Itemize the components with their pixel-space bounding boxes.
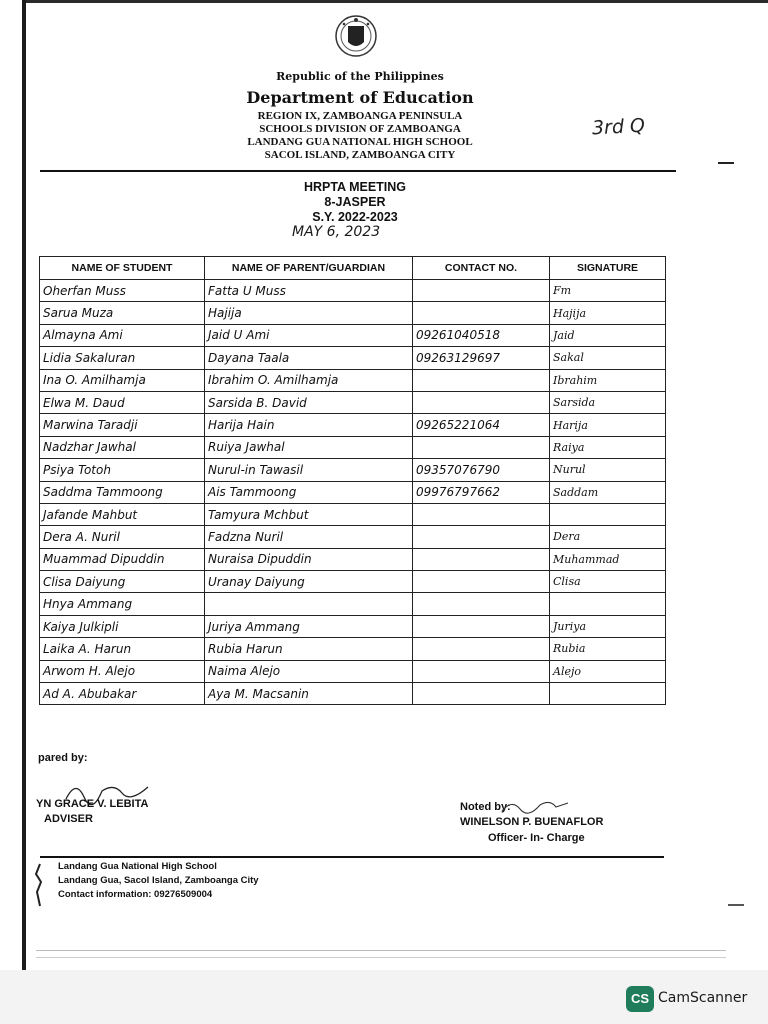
margin-mark — [718, 162, 734, 164]
deped-seal-icon — [334, 12, 378, 62]
table-header-row — [40, 257, 666, 280]
contact-cell — [413, 683, 550, 705]
contact-cell — [413, 638, 550, 660]
signature-cell: Sakal — [550, 347, 666, 369]
student-cell: Marwina Taradji — [40, 414, 205, 436]
student-cell: Clisa Daiyung — [40, 571, 205, 593]
signature-cell: Hajija — [550, 302, 666, 324]
prepared-by-label: pared by: — [38, 752, 88, 764]
contact-cell — [413, 280, 550, 302]
table-row — [40, 436, 666, 458]
meeting-section: 8-JASPER — [324, 195, 386, 209]
header-divider — [40, 170, 676, 172]
page-edge-left — [22, 0, 26, 970]
parent-cell: Hajija — [205, 302, 413, 324]
table-row — [40, 481, 666, 503]
parent-cell: Ibrahim O. Amilhamja — [205, 369, 413, 391]
parent-cell: Sarsida B. David — [205, 391, 413, 413]
contact-cell — [413, 436, 550, 458]
parent-cell — [205, 593, 413, 615]
student-cell: Saddma Tammoong — [40, 481, 205, 503]
student-cell: Kaiya Julkipli — [40, 615, 205, 637]
signature-cell: Muhammad — [550, 548, 666, 570]
oic-name: WINELSON P. BUENAFLOR — [460, 816, 604, 828]
parent-cell: Nuraisa Dipuddin — [205, 548, 413, 570]
footer-school: Landang Gua National High School — [58, 861, 217, 872]
header-student: NAME OF STUDENT — [40, 257, 205, 280]
noted-by-label: Noted by: — [460, 801, 511, 813]
meeting-date: MAY 6, 2023 — [292, 224, 381, 240]
footer-divider — [40, 856, 664, 858]
signature-cell: Alejo — [550, 660, 666, 682]
parent-cell: Ruiya Jawhal — [205, 436, 413, 458]
parent-cell: Juriya Ammang — [205, 615, 413, 637]
camscanner-label: CamScanner — [658, 990, 748, 1006]
parent-cell: Uranay Daiyung — [205, 571, 413, 593]
student-cell: Sarua Muza — [40, 302, 205, 324]
student-cell: Ina O. Amilhamja — [40, 369, 205, 391]
student-cell: Elwa M. Daud — [40, 391, 205, 413]
table-row — [40, 615, 666, 637]
location-line: SACOL ISLAND, ZAMBOANGA CITY — [264, 149, 456, 161]
parent-cell: Jaid U Ami — [205, 324, 413, 346]
signature-cell: Ibrahim — [550, 369, 666, 391]
attendance-table — [39, 256, 666, 705]
contact-cell — [413, 593, 550, 615]
table-row — [40, 391, 666, 413]
signature-cell: Saddam — [550, 481, 666, 503]
parent-cell: Rubia Harun — [205, 638, 413, 660]
signature-cell: Nurul — [550, 459, 666, 481]
signature-cell: Dera — [550, 526, 666, 548]
student-cell: Oherfan Muss — [40, 280, 205, 302]
signature-cell: Jaid — [550, 324, 666, 346]
quarter-note: 3rd Q — [591, 114, 646, 140]
table-row — [40, 638, 666, 660]
table-row — [40, 503, 666, 525]
contact-cell — [413, 526, 550, 548]
page-edge-top — [26, 0, 768, 3]
oic-role: Officer- In- Charge — [488, 832, 585, 844]
parent-cell: Fatta U Muss — [205, 280, 413, 302]
table-row — [40, 414, 666, 436]
signature-cell: Juriya — [550, 615, 666, 637]
table-row — [40, 526, 666, 548]
meeting-school-year: S.Y. 2022-2023 — [312, 210, 398, 224]
table-row — [40, 683, 666, 705]
scan-line — [36, 950, 726, 951]
student-cell: Ad A. Abubakar — [40, 683, 205, 705]
student-cell: Arwom H. Alejo — [40, 660, 205, 682]
footer-contact: Contact information: 09276509004 — [58, 889, 213, 900]
signature-cell: Clisa — [550, 571, 666, 593]
margin-mark-bottom — [728, 904, 744, 906]
parent-cell: Tamyura Mchbut — [205, 503, 413, 525]
contact-cell — [413, 548, 550, 570]
table-row — [40, 302, 666, 324]
school-line: LANDANG GUA NATIONAL HIGH SCHOOL — [247, 136, 473, 148]
parent-cell: Dayana Taala — [205, 347, 413, 369]
department-heading: Department of Education — [246, 88, 474, 107]
table-row — [40, 324, 666, 346]
table-row — [40, 571, 666, 593]
student-cell: Muammad Dipuddin — [40, 548, 205, 570]
division-line: SCHOOLS DIVISION OF ZAMBOANGA — [259, 123, 461, 135]
header-signature: SIGNATURE — [550, 257, 666, 280]
camscanner-logo-icon: CS — [626, 986, 654, 1012]
header-contact: CONTACT NO. — [413, 257, 550, 280]
contact-cell — [413, 660, 550, 682]
contact-cell: 09263129697 — [413, 347, 550, 369]
contact-cell — [413, 615, 550, 637]
student-cell: Laika A. Harun — [40, 638, 205, 660]
adviser-name: YN GRACE V. LEBITA — [36, 798, 149, 810]
contact-cell: 09261040518 — [413, 324, 550, 346]
signature-cell — [550, 503, 666, 525]
scan-line — [36, 957, 726, 958]
parent-cell: Naima Alejo — [205, 660, 413, 682]
table-row — [40, 459, 666, 481]
table-row — [40, 548, 666, 570]
header-parent: NAME OF PARENT/GUARDIAN — [205, 257, 413, 280]
student-cell: Dera A. Nuril — [40, 526, 205, 548]
contact-cell — [413, 571, 550, 593]
parent-cell: Harija Hain — [205, 414, 413, 436]
signature-cell: Harija — [550, 414, 666, 436]
table-row — [40, 593, 666, 615]
region-line: REGION IX, ZAMBOANGA PENINSULA — [257, 110, 463, 122]
oic-signature-icon — [500, 795, 570, 817]
student-cell: Nadzhar Jawhal — [40, 436, 205, 458]
table-row — [40, 280, 666, 302]
contact-cell — [413, 503, 550, 525]
student-cell: Hnya Ammang — [40, 593, 205, 615]
table-row — [40, 369, 666, 391]
contact-cell: 09265221064 — [413, 414, 550, 436]
contact-cell: 09976797662 — [413, 481, 550, 503]
contact-cell — [413, 391, 550, 413]
contact-cell — [413, 369, 550, 391]
table-row — [40, 347, 666, 369]
parent-cell: Nurul-in Tawasil — [205, 459, 413, 481]
contact-cell — [413, 302, 550, 324]
signature-cell: Raiya — [550, 436, 666, 458]
signature-cell: Fm — [550, 280, 666, 302]
attendance-rows — [40, 280, 666, 705]
student-cell: Psiya Totoh — [40, 459, 205, 481]
contact-cell: 09357076790 — [413, 459, 550, 481]
parent-cell: Fadzna Nuril — [205, 526, 413, 548]
student-cell: Almayna Ami — [40, 324, 205, 346]
signature-cell: Rubia — [550, 638, 666, 660]
parent-cell: Aya M. Macsanin — [205, 683, 413, 705]
adviser-role: ADVISER — [44, 813, 93, 825]
parent-cell: Ais Tammoong — [205, 481, 413, 503]
student-cell: Lidia Sakaluran — [40, 347, 205, 369]
signature-cell — [550, 593, 666, 615]
footer-logo-icon — [34, 862, 44, 908]
meeting-title: HRPTA MEETING — [303, 180, 407, 194]
footer-address: Landang Gua, Sacol Island, Zamboanga City — [58, 875, 259, 886]
signature-cell — [550, 683, 666, 705]
signature-cell: Sarsida — [550, 391, 666, 413]
republic-heading: Republic of the Philippines — [276, 70, 444, 83]
table-row — [40, 660, 666, 682]
student-cell: Jafande Mahbut — [40, 503, 205, 525]
